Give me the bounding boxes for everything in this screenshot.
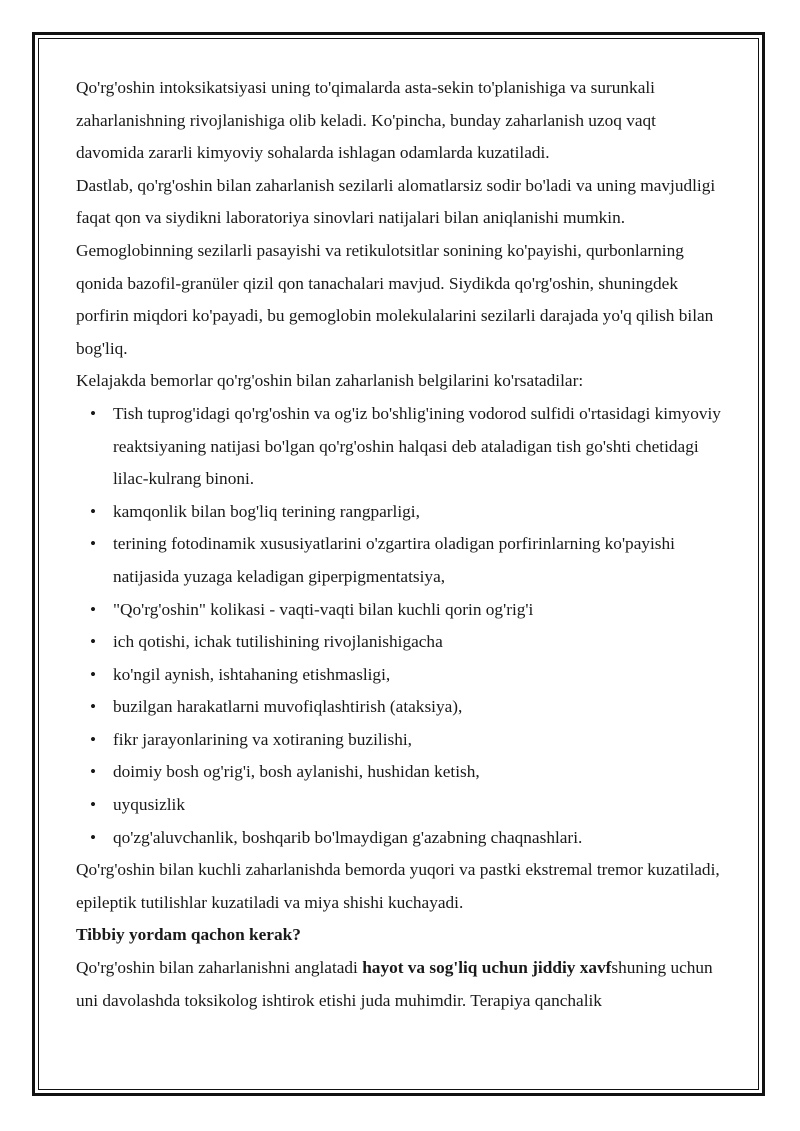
- list-item: [89, 789, 726, 822]
- section-heading: Tibbiy yordam qachon kerak?: [76, 925, 301, 945]
- bullet-icon: •: [89, 827, 97, 847]
- final-text-end: shuning uchun uni davolashda toksikolog ishtirok etishi juda muhimdir. Terapiya qanchalik: [76, 958, 713, 1010]
- list-item-text: ko'ngil aynish, ishtahaning etishmasligi,: [113, 664, 391, 684]
- list-item: [89, 724, 726, 757]
- paragraph-final: [76, 952, 726, 1017]
- list-item-text: kamqonlik bilan bog'liq terining rangparligi,: [113, 501, 420, 521]
- bullet-icon: •: [89, 795, 97, 815]
- list-item-text: "Qo'rg'oshin" kolikasi - vaqti-vaqti bilan kuchli qorin og'rig'i: [113, 599, 534, 619]
- list-item: [89, 496, 726, 529]
- list-item: [89, 528, 726, 593]
- list-item-text: ich qotishi, ichak tutilishining rivojlanishigacha: [113, 632, 443, 652]
- bullet-icon: •: [89, 632, 97, 652]
- bullet-icon: •: [89, 664, 97, 684]
- list-item-text: terining fotodinamik xususiyatlarini o'zgartira oladigan porfirinlarning ko'payishi natijasida yuzaga keladigan giperpigmentatsiya,: [113, 534, 675, 586]
- bullet-icon: •: [89, 697, 97, 717]
- paragraph-list-intro: Kelajakda bemorlar qo'rg'oshin bilan zaharlanish belgilarini ko'rsatadilar:: [76, 371, 584, 391]
- list-item: [89, 756, 726, 789]
- list-item-text: fikr jarayonlarining va xotiraning buzilishi,: [113, 729, 412, 749]
- final-text-bold: hayot va sog'liq uchun jiddiy xavf: [362, 958, 612, 978]
- list-item: [89, 398, 726, 496]
- paragraph-intro: Qo'rg'oshin intoksikatsiyasi uning to'qimalarda asta-sekin to'planishiga va surunkali zaharlanishning rivojlanishiga olib keladi. Ko'pincha, bunday zaharlanish uzoq vaqt davomida zararli kimyoviy sohalarda ishlagan odamlarda kuzatiladi.: [76, 78, 656, 163]
- bullet-icon: •: [89, 762, 97, 782]
- list-item: [89, 594, 726, 627]
- list-item-text: buzilgan harakatlarni muvofiqlashtirish (ataksiya),: [113, 697, 463, 717]
- bullet-icon: •: [89, 403, 97, 423]
- list-item: [89, 626, 726, 659]
- list-item-text: doimiy bosh og'rig'i, bosh aylanishi, hushidan ketish,: [113, 762, 480, 782]
- list-item-text: qo'zg'aluvchanlik, boshqarib bo'lmaydigan g'azabning chaqnashlari.: [113, 827, 583, 847]
- list-item: [89, 691, 726, 724]
- symptom-list: [76, 398, 726, 854]
- bullet-icon: •: [89, 729, 97, 749]
- paragraph-severe: Qo'rg'oshin bilan kuchli zaharlanishda bemorda yuqori va pastki ekstremal tremor kuzatiladi, epileptik tutilishlar kuzatiladi va miya shishi kuchayadi.: [76, 860, 720, 912]
- list-item-text: uyqusizlik: [113, 795, 186, 815]
- paragraph-early-signs: Dastlab, qo'rg'oshin bilan zaharlanish sezilarli alomatlarsiz sodir bo'ladi va uning mavjudligi faqat qon va siydikni laboratoriya sinovlari natijalari bilan aniqlanishi mumkin. Gemoglobinning sezilarli pasayishi va retikulotsitlar sonining ko'payishi, qurbonlarning qonida bazofil-granüler qizil qon tanachalari mavjud. Siydikda qo'rg'oshin, shuningdek porfirin miqdori ko'payadi, bu gemoglobin molekulalarini sezilarli darajada yo'q qilish bilan bog'liq.: [76, 175, 716, 358]
- final-text-start: Qo'rg'oshin bilan zaharlanishni anglatadi: [76, 958, 363, 978]
- list-item-text: Tish tuprog'idagi qo'rg'oshin va og'iz bo'shlig'ining vodorod sulfidi o'rtasidagi kimyoviy reaktsiyaning natijasi bo'lgan qo'rg'oshin halqasi deb ataladigan tish go'shti chetidagi lilac-kulrang binoni.: [113, 403, 721, 489]
- document-body: [76, 72, 726, 1017]
- bullet-icon: •: [89, 534, 97, 554]
- bullet-icon: •: [89, 599, 97, 619]
- list-item: [89, 659, 726, 692]
- list-item: [89, 822, 726, 855]
- bullet-icon: •: [89, 501, 97, 521]
